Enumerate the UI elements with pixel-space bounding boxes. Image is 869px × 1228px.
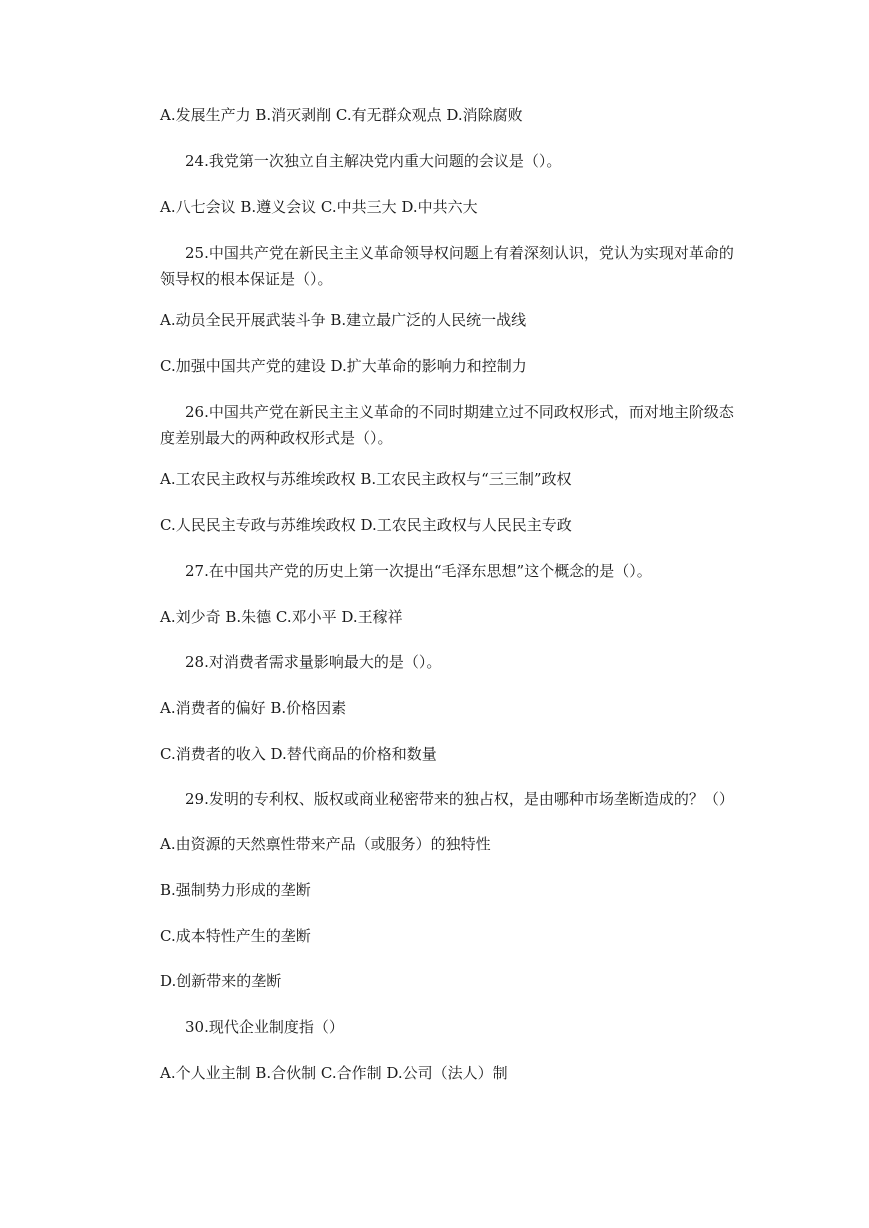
answer-options-26a: A.工农民主政权与苏维埃政权 B.工农民主政权与“三三制”政权 [160,470,572,488]
answer-options-28b: C.消费者的收入 D.替代商品的价格和数量 [160,745,437,763]
answer-options-26b: C.人民民主专政与苏维埃政权 D.工农民主政权与人民民主专政 [160,516,572,534]
question-30: 30.现代企业制度指（） [185,1018,344,1036]
question-26: 26.中国共产党在新民主主义革命的不同时期建立过不同政权形式，而对地主阶级态度差别最大的两种政权形式是（）。 [160,403,734,447]
answer-options-25a: A.动员全民开展武装斗争 B.建立最广泛的人民统一战线 [160,311,527,329]
answer-options-28a: A.消费者的偏好 B.价格因素 [160,699,347,717]
question-27: 27.在中国共产党的历史上第一次提出“毛泽东思想”这个概念的是（）。 [185,562,652,580]
answer-option-29c: C.成本特性产生的垄断 [160,927,311,945]
answer-option-29d: D.创新带来的垄断 [160,972,282,990]
answer-options-25b: C.加强中国共产党的建设 D.扩大革命的影响力和控制力 [160,357,527,375]
question-28: 28.对消费者需求量影响最大的是（）。 [185,653,442,671]
answer-options-30: A.个人业主制 B.合伙制 C.合作制 D.公司（法人）制 [160,1064,508,1082]
answer-option-29b: B.强制势力形成的垄断 [160,881,311,899]
answer-option-29a: A.由资源的天然禀性带来产品（或服务）的独特性 [160,835,491,853]
question-25: 25.中国共产党在新民主主义革命领导权问题上有着深刻认识，党认为实现对革命的领导权的根本保证是（）。 [160,244,734,288]
answer-options-24: A.八七会议 B.遵义会议 C.中共三大 D.中共六大 [160,198,478,216]
answer-options: A.发展生产力 B.消灭剥削 C.有无群众观点 D.消除腐败 [160,106,523,124]
question-24: 24.我党第一次独立自主解决党内重大问题的会议是（）。 [185,152,562,170]
question-29: 29.发明的专利权、版权或商业秘密带来的独占权，是由哪种市场垄断造成的？（） [185,790,734,808]
answer-options-27: A.刘少奇 B.朱德 C.邓小平 D.王稼祥 [160,608,403,626]
